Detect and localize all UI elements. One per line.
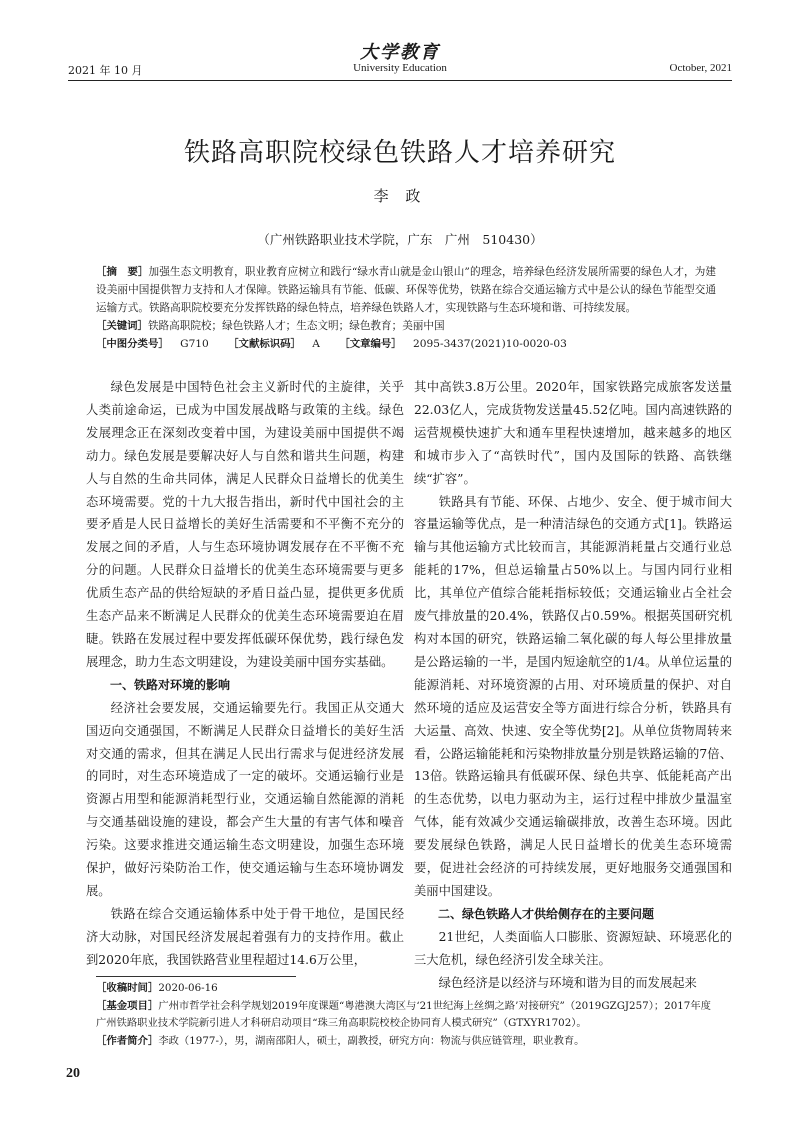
footnote-rule	[96, 976, 296, 977]
keywords-text: 铁路高职院校；绿色铁路人才；生态文明；绿色教育；美丽中国	[147, 320, 445, 332]
paragraph: 绿色经济是以经济与环境和谐为目的而发展起来	[438, 975, 697, 990]
abstract-text: 加强生态文明教育，职业教育应树立和践行“绿水青山就是金山银山”的理念，培养绿色经济发展所需要的绿色人才，为建设美丽中国提供智力支持和人才保障。铁路运输具有节能、低碳、环保等优势，铁路在综合交通运输方式中是公认的绿色节能型交通运输方式。铁路高职院校要充分发挥铁路的绿色特点，培养绿色铁路人才，实现铁路与生态环境和谐、可持续发展。	[96, 266, 716, 314]
header-date-en: October, 2021	[669, 62, 732, 74]
received-date	[96, 980, 716, 998]
author-bio-label: ［作者简介］	[96, 1034, 159, 1047]
header-date-cn: 2021 年 10 月	[68, 64, 143, 77]
paragraph: 绿色发展是中国特色社会主义新时代的主旋律，关乎人类前途命运，已成为中国发展战略与政策的主线。绿色发展理念正在深刻改变着中国，为建设美丽中国提供不竭动力。绿色发展是要解决好人与自然和谐共生问题，构建人与自然的生命共同体，满足人民群众日益增长的优美生态环境需要。党的十九大报告指出，新时代中国社会的主要矛盾是人民日益增长的美好生活需要和不平衡不充分的发展之间的矛盾，人与生态环境协调发展存在不平衡不充分的问题。人民群众日益增长的优美生态环境需要与更多优质生态产品的供给短缺的矛盾日益凸显，提供更多优质生态产品来不断满足人民群众的优美生态环境需要迫在眉睫。铁路在发展过程中要发挥低碳环保优势，践行绿色发展理念，助力生态文明建设，为建设美丽中国夯实基础。	[86, 380, 404, 669]
article-id-value: 2095-3437(2021)10-0020-03	[413, 338, 567, 350]
author-affiliation: （广州铁路职业技术学院，广东 广州 510430）	[257, 232, 543, 247]
header-rule	[68, 80, 732, 81]
paragraph: 铁路在综合交通运输体系中处于骨干地位，是国民经济大动脉，对国民经济发展起着强有力的支持作用。截止到2020年底，我国铁路营业里程超过14.6万公里，	[86, 906, 404, 967]
paragraph: 经济社会要发展，交通运输要先行。我国正从交通大国迈向交通强国，不断满足人民群众日益增长的美好生活对交通的需求，但其在满足人民出行需求与促进经济发展的同时，对生态环境造成了一定的破坏。交通运输行业是资源占用型和能源消耗型行业，交通运输自然能源的消耗与交通基础设施的建设，都会产生大量的有害气体和噪音污染。这要求推进交通运输生态文明建设，加强生态环境保护，做好污染防治工作，使交通运输与生态环境协调发展。	[86, 700, 404, 898]
author-name: 李 政	[373, 187, 427, 205]
fund-value: 广州市哲学社会科学规划2019年度课题“粤港澳大湾区与‘21世纪海上丝绸之路’对接研究”（2019GZGJ257）；2017年度广州铁路职业技术学院新引进人才科研启动项目“珠三角高职院校校企协同育人模式研究”（GTXYR1702）。	[96, 999, 711, 1029]
clc-label: ［中图分类号］	[96, 338, 169, 350]
article-id-label: ［文章编号］	[339, 338, 402, 350]
article-title: 铁路高职院校绿色铁路人才培养研究	[183, 138, 616, 168]
paragraph: 其中高铁3.8万公里。2020年，国家铁路完成旅客发送量22.03亿人，完成货物发送量45.52亿吨。国内高速铁路的运营规模快速扩大和通车里程快速增加，越来越多的地区和城市步入了“高铁时代”，国内及国际的铁路、高铁继续“扩容”。	[414, 380, 732, 486]
abstract-block	[96, 263, 716, 353]
author-bio	[96, 1033, 716, 1051]
body-column-right	[414, 376, 732, 994]
paragraph: 铁路具有节能、环保、占地少、安全、便于城市间大容量运输等优点，是一种清洁绿色的交通方式[1]。铁路运输与其他运输方式比较而言，其能源消耗量占交通行业总能耗的17%，但总运输量占50%以上。与国内同行业相比，其单位产值综合能耗指标较低；交通运输业占全社会废气排放量的20.4%，铁路仅占0.59%。根据英国研究机构对本国的研究，铁路运输二氧化碳的每人每公里排放量是公路运输的一半，是国内短途航空的1/4。从单位运量的能源消耗、对环境资源的占用、对环境质量的保护、对自然环境的适应及运营安全等方面进行综合分析，铁路具有大运量、高效、快速、安全等优势[2]。从单位货物周转来看，公路运输能耗和污染物排放量分别是铁路运输的7倍、13倍。铁路运输具有低碳环保、绿色共享、低能耗高产出的生态优势，以电力驱动为主，运行过程中排放少量温室气体，能有效减少交通运输碳排放，改善生态环境。因此要发展绿色铁路，满足人民日益增长的优美生态环境需要，促进社会经济的可持续发展，更好地服务交通强国和美丽中国建设。	[414, 494, 732, 898]
running-header	[68, 38, 732, 78]
section-heading-2: 二、绿色铁路人才供给侧存在的主要问题	[438, 906, 655, 921]
classification-line	[96, 335, 716, 353]
author-bio-value: 李政（1977-），男，湖南邵阳人，硕士，副教授，研究方向：物流与供应链管理，职业教育。	[158, 1034, 585, 1047]
keywords-label: ［关键词］	[96, 320, 148, 332]
page-number: 20	[66, 1066, 80, 1081]
keywords	[96, 317, 716, 335]
fund-label: ［基金项目］	[96, 999, 159, 1012]
received-value: 2020-06-16	[158, 982, 218, 994]
received-label: ［收稿时间］	[96, 982, 159, 994]
doc-code-label: ［文献标识码］	[228, 338, 301, 350]
journal-logo: 大学教育	[360, 42, 440, 63]
footnotes	[96, 980, 716, 1050]
clc-value: G710	[180, 338, 209, 350]
doc-code-value: A	[312, 338, 320, 350]
abstract-label: ［摘 要］	[96, 266, 149, 278]
body-column-left	[86, 376, 404, 972]
fund-info	[96, 998, 716, 1033]
section-heading-1: 一、铁路对环境的影响	[110, 677, 231, 692]
abstract	[96, 263, 716, 317]
header-journal-en: University Education	[353, 62, 447, 74]
paragraph: 21世纪，人类面临人口膨胀、资源短缺、环境恶化的三大危机，绿色经济引发全球关注。	[414, 929, 732, 967]
